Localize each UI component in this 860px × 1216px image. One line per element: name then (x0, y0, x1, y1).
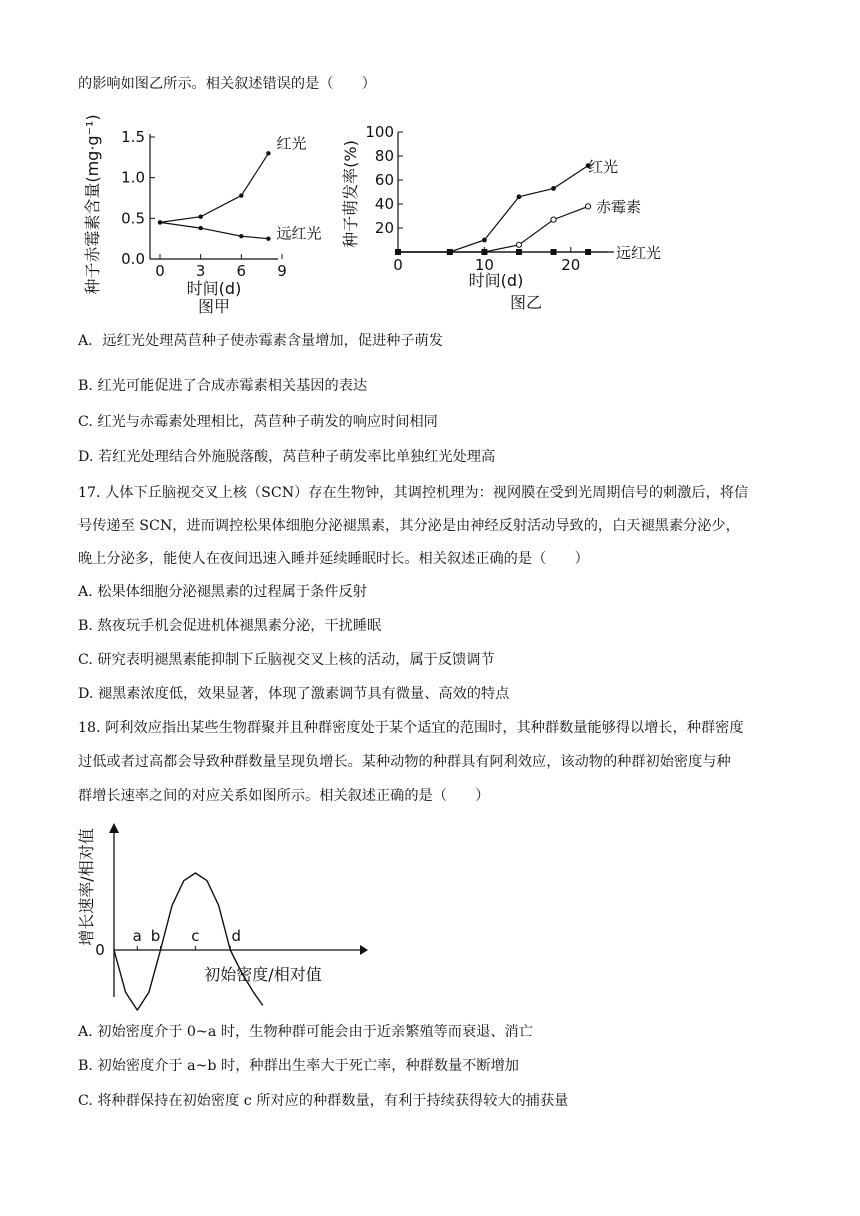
q18-option-c: C. 将种群保持在初始密度 c 所对应的种群数量，有利于持续获得较大的捕获量 (78, 1093, 569, 1109)
data-point (516, 242, 521, 247)
q17-stem-line-3: 晚上分泌多，能使人在夜间迅速入睡并延续睡眠时长。相关叙述正确的是（ ） (78, 551, 589, 567)
point-label-a: a (132, 927, 142, 945)
series-label: 红光 (588, 158, 619, 176)
x-axis-label: 时间(d) (468, 271, 524, 290)
q17-option-b: B. 熬夜玩手机会促进机体褪黑素分泌，干扰睡眠 (78, 618, 382, 634)
q16-option-b: B. 红光可能促进了合成赤霉素相关基因的表达 (78, 378, 368, 394)
data-point (198, 226, 202, 230)
q17-option-d: D. 褪黑素浓度低，效果显著，体现了激素调节具有微量、高效的特点 (78, 686, 510, 702)
intro-line: 的影响如图乙所示。相关叙述错误的是（ ） (78, 76, 376, 92)
data-point (266, 236, 270, 240)
y-tick-label: 20 (374, 219, 394, 237)
q17-stem-line-2: 号传递至 SCN，进而调控松果体细胞分泌褪黑素，其分泌是由神经反射活动导致的，白天褪黑素分泌少， (78, 518, 740, 534)
y-tick-label: 0.0 (121, 250, 145, 268)
y-tick-label: 1.5 (121, 128, 145, 146)
q17-option-a: A. 松果体细胞分泌褪黑素的过程属于条件反射 (78, 584, 367, 600)
y-tick-label: 80 (374, 147, 394, 165)
q18-stem-line-3: 群增长速率之间的对应关系如图所示。相关叙述正确的是（ ） (78, 788, 490, 804)
q17-stem-line-1: 17. 人体下丘脑视交叉上核（SCN）存在生物钟，其调控机理为：视网膜在受到光周期信号的刺激后，将信 (78, 485, 749, 501)
x-axis-label: 时间(d) (186, 279, 242, 298)
q17-option-c: C. 研究表明褪黑素能抑制下丘脑视交叉上核的活动，属于反馈调节 (78, 652, 495, 668)
data-point (266, 151, 270, 155)
data-point (551, 249, 557, 255)
y-tick-label: 0.5 (121, 209, 145, 228)
series-label: 远红光 (616, 244, 662, 262)
point-label-b: b (150, 927, 161, 945)
figure-title: 图甲 (197, 297, 231, 316)
y-tick-label: 60 (374, 171, 394, 189)
x-tick-label: 20 (561, 256, 581, 274)
data-point (482, 238, 487, 243)
data-point (516, 249, 522, 255)
series-line-red-light (160, 153, 268, 222)
y-axis-label: 增长速率/相对值 (77, 828, 96, 946)
data-point (447, 249, 453, 255)
q16-option-d: D. 若红光处理结合外施脱落酸，莴苣种子萌发率比单独红光处理高 (78, 449, 496, 465)
data-point (551, 217, 556, 222)
x-tick-label: 9 (277, 262, 287, 280)
data-point (395, 249, 401, 255)
chart-allee-effect (78, 815, 378, 1005)
x-tick-label: 6 (236, 262, 247, 280)
x-axis-arrow (360, 945, 368, 955)
figure-title: 图乙 (509, 293, 543, 312)
point-label-d: d (231, 927, 242, 945)
data-point (551, 186, 556, 191)
x-tick-label: 0 (155, 262, 165, 280)
origin-label: 0 (95, 941, 105, 959)
data-point (158, 220, 162, 224)
x-axis-label: 初始密度/相对值 (204, 965, 322, 984)
data-point (585, 204, 590, 209)
series-label: 红光 (276, 134, 307, 153)
data-point (517, 194, 522, 199)
data-point (239, 193, 243, 197)
q18-option-b: B. 初始密度介于 a~b 时，种群出生率大于死亡率，种群数量不断增加 (78, 1058, 519, 1074)
y-axis-arrow (109, 823, 119, 833)
x-tick-label: 3 (195, 262, 206, 280)
chart-figure-yi (336, 108, 686, 324)
series-line-far-red-light (160, 222, 268, 238)
y-tick-label: 40 (374, 195, 394, 213)
q16-option-c: C. 红光与赤霉素处理相比，莴苣种子萌发的响应时间相同 (78, 414, 438, 430)
data-point (239, 234, 243, 238)
q18-stem-line-1: 18. 阿利效应指出某些生物群聚并且种群密度处于某个适宜的范围时，其种群数量能够得以增长，种群密度 (78, 720, 744, 736)
y-tick-label: 100 (365, 123, 394, 141)
q18-stem-line-2: 过低或者过高都会导致种群数量呈现负增长。某种动物的种群具有阿利效应，该动物的种群初始密度与种 (78, 754, 731, 770)
y-tick-label: 1.0 (121, 168, 145, 187)
data-point (481, 249, 487, 255)
point-label-c: c (191, 927, 200, 945)
series-label: 远红光 (276, 224, 322, 243)
q18-option-a: A. 初始密度介于 0~a 时，生物种群可能会由于近亲繁殖等而衰退、消亡 (78, 1024, 533, 1040)
x-tick-label: 10 (474, 256, 494, 274)
y-axis-label: 种子萌发率(%) (341, 140, 360, 248)
y-axis-label: 种子赤霉素含量(mg·g⁻¹) (83, 114, 102, 295)
series-line-red-light (398, 166, 588, 252)
q16-option-a: A．远红光处理莴苣种子使赤霉素含量增加，促进种子萌发 (78, 333, 443, 349)
data-point (198, 215, 202, 219)
series-label: 赤霉素 (596, 198, 642, 216)
x-tick-label: 0 (393, 256, 403, 274)
chart-figure-jia (78, 108, 322, 324)
